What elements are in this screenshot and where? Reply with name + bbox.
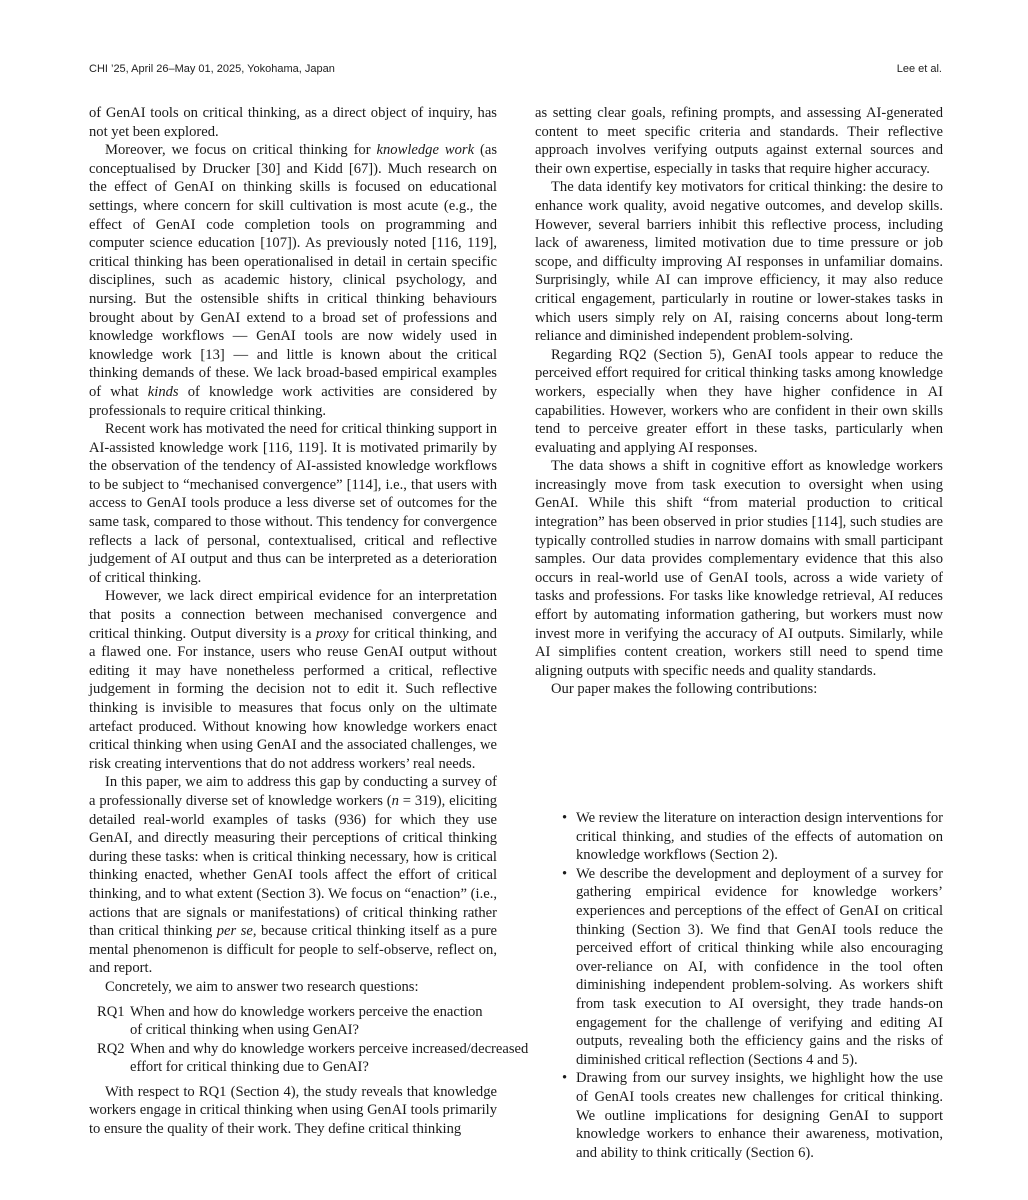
blank-space: [535, 699, 943, 809]
header-authors: Lee et al.: [896, 63, 942, 75]
paragraph: However, we lack direct empirical evidence for an interpretation that posits a connection between mechanised convergence and critical thinking. Output diversity is a proxy for critical thinking, and a flawed one. For instance, users who reuse GenAI output without editing it may have nonetheless performed a critical, reflective judgement in forming the decision not to edit it. Such reflective thinking is invisible to measures that focus only on the ultimate artefact produced. Without knowing how knowledge workers enact critical thinking when using GenAI and the associated challenges, we risk creating interventions that do not address workers’ real needs.: [89, 588, 497, 772]
paragraph: In this paper, we aim to address this gap by conducting a survey of a professionally diverse set of knowledge workers (n = 319), eliciting detailed real-world examples of tasks (936) for which they use GenAI, and directly measuring their perceptions of critical thinking during these tasks: when is critical thinking necessary, how is critical thinking enacted, whether GenAI tools affect the effort of critical thinking, and to what extent (Section 3). We focus on “enaction” (i.e., actions that are signals or manifestations) of critical thinking rather than critical thinking per se, because critical thinking itself as a pure mental phenomenon is difficult for people to self-observe, reflect on, and report.: [89, 774, 498, 977]
rq-text: When and how do knowledge workers perceive the enaction of critical thinking when using GenAI?: [130, 1003, 483, 1039]
paragraph: Moreover, we focus on critical thinking for knowledge work (as conceptualised by Drucker [30] and Kidd [67]). Much research on the effect of GenAI on thinking skills is focused on educational settings, where concern for skill cultivation is most acute (e.g., the effect of GenAI code completion tools on programming and computer science education [107]). As previously noted [116, 119], critical thinking has been operationalised in detail in certain specific disciplines, such as academic history, clinical psychology, and nursing. But the ostensible shifts in critical thinking behaviours brought about by GenAI extend to a broad set of professions and knowledge workflows — GenAI tools are now widely used in knowledge work [13] — and little is known about the critical thinking demands of these. We lack broad-based empirical examples of what kinds of knowledge work activities are considered by professionals to require critical thinking.: [89, 142, 498, 419]
header-venue: CHI ’25, April 26–May 01, 2025, Yokohama, Japan: [89, 63, 335, 75]
paragraph: Our paper makes the following contributions:: [551, 681, 818, 698]
paragraph: The data shows a shift in cognitive effort as knowledge workers increasingly move from task execution to oversight when using GenAI. While this shift “from material production to critical integration” has been observed in prior studies [114], such studies are typically controlled studies in narrow domains with small participant samples. Our data provides complementary evidence that this also occurs in real-world use of GenAI tools, across a wide variety of tasks and professions. For tasks like knowledge retrieval, AI reduces effort by automating information gathering, but workers must now invest more in verifying the accuracy of AI outputs. Similarly, while AI simplifies content creation, workers still need to spend time aligning outputs with specific needs and quality standards.: [535, 458, 943, 679]
bullet-icon: •: [562, 865, 568, 882]
list-item: • We review the literature on interaction design interventions for critical thinking, and studies of the effects of automation on knowledge workflows (Section 2).: [562, 810, 943, 864]
paragraph: of GenAI tools on critical thinking, as a direct object of inquiry, has not yet been explored.: [89, 105, 497, 140]
right-column: [535, 104, 943, 1162]
paragraph: as setting clear goals, refining prompts, and assessing AI-generated content to meet specific criteria and standards. Their reflective approach involves verifying outputs against external sources and their own expertise, especially in tasks that require higher accuracy.: [535, 105, 943, 177]
research-question-1: [89, 1003, 497, 1040]
paragraph: Concretely, we aim to answer two research questions:: [105, 978, 419, 995]
paragraph: Recent work has motivated the need for critical thinking support in AI-assisted knowledge work [116, 119]. It is motivated primarily by the observation of the tendency of AI-assisted knowledge workflows to be subject to “mechanised convergence” [114], i.e., that users with access to GenAI tools produce a less diverse set of outcomes for the same task, compared to those without. This tendency for convergence reflects a lack of personal, contextualised, critical and reflective judgement of AI output and thus can be interpreted as a deterioration of critical thinking.: [89, 421, 497, 586]
research-question-2: [89, 1040, 529, 1077]
research-questions-list: [89, 1003, 529, 1077]
list-item: • We describe the development and deployment of a survey for gathering empirical evidence for knowledge workers’ experiences and perceptions of the effect of GenAI on critical thinking (Section 3). We find that GenAI tools reduce the perceived effort of critical thinking while also encouraging over-reliance on AI, with confidence in the tool often diminishing independent problem-solving. As workers shift from task execution to AI oversight, they trade hands-on engagement for the challenge of verifying and editing AI outputs, revealing both the efficiency gains and the risks of diminished critical reflection (Sections 4 and 5).: [562, 865, 943, 1068]
paragraph: With respect to RQ1 (Section 4), the study reveals that knowledge workers engage in critical thinking when using GenAI tools primarily to ensure the quality of their work. They define critical thinking: [89, 1083, 497, 1138]
paragraph: Regarding RQ2 (Section 5), GenAI tools appear to reduce the perceived effort required for critical thinking tasks among knowledge workers, especially when they have higher confidence in AI capabilities. However, workers who are confident in their own skills tend to perceive greater effort in these tasks, particularly when evaluating and applying AI responses.: [535, 346, 943, 456]
bullet-icon: •: [562, 1070, 568, 1087]
left-column: [89, 104, 529, 1139]
paragraph: The data identify key motivators for critical thinking: the desire to enhance work quality, avoid negative outcomes, and develop skills. However, several barriers inhibit this reflective process, including lack of awareness, limited motivation due to time pressure or job scope, and difficulty improving AI responses in unfamiliar domains. Surprisingly, while AI can improve efficiency, it may also reduce critical engagement, particularly in routine or lower-stakes tasks in which users simply rely on AI, raising concerns about long-term reliance and diminished independent problem-solving.: [535, 179, 943, 345]
contributions-list: [535, 809, 943, 1162]
rq-text: effort for critical thinking due to GenAI?: [130, 1059, 369, 1076]
list-item: • Drawing from our survey insights, we highlight how the use of GenAI tools creates new challenges for critical thinking. We outline implications for designing GenAI to support knowledge workers to enhance their awareness, motivation, and ability to think critically (Section 6).: [562, 1070, 943, 1161]
rq-text: When and why do knowledge workers perceive increased/decreased: [130, 1040, 529, 1057]
running-header: [89, 63, 942, 79]
rq-label: RQ1: [97, 1003, 125, 1020]
bullet-icon: •: [562, 810, 568, 826]
rq-label: RQ2: [97, 1040, 125, 1057]
